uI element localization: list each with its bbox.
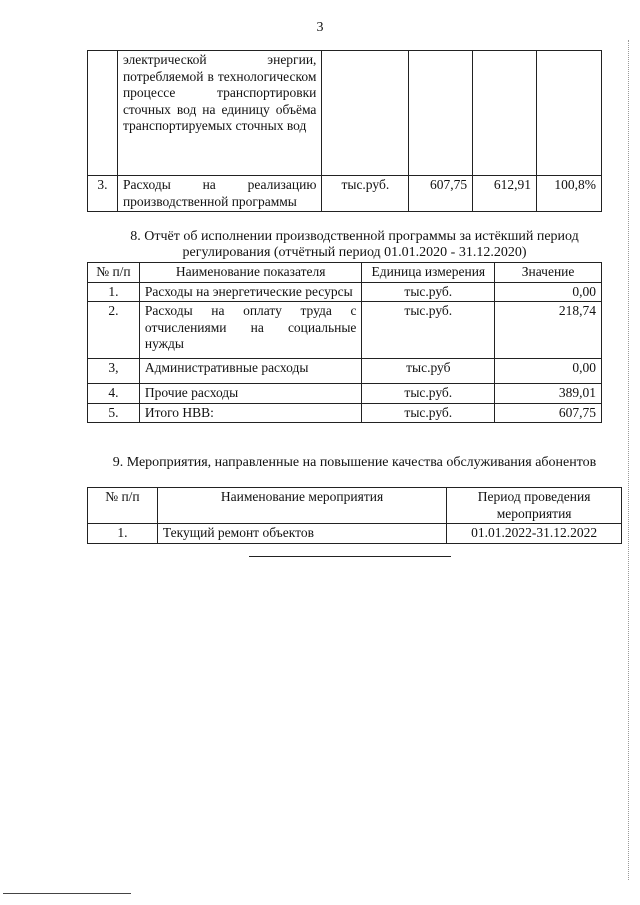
- footer-line: [3, 893, 131, 894]
- indicator-unit: [322, 51, 409, 176]
- indicator-name: электрической энергии, потребляемой в технологическом процессе транспортировки сточных вод на единицу объёма транспортируемых сточных вод: [117, 51, 321, 176]
- section-9-title: 9. Мероприятия, направленные на повышение качества обслуживания абонентов: [112, 455, 597, 470]
- indicator-unit: тыс.руб: [362, 359, 495, 384]
- row-number: 2.: [88, 302, 140, 359]
- indicator-value: 0,00: [495, 282, 602, 302]
- indicator-unit: тыс.руб.: [322, 176, 409, 212]
- measure-period: 01.01.2022-31.12.2022: [447, 524, 622, 544]
- header-number: № п/п: [88, 488, 158, 524]
- table-row: [88, 524, 622, 544]
- indicator-value-2: [473, 51, 537, 176]
- table-row: [88, 51, 602, 176]
- indicator-unit: тыс.руб.: [362, 302, 495, 359]
- row-number: 1.: [88, 524, 158, 544]
- end-of-document-line: [249, 556, 451, 557]
- indicator-value-1: [409, 51, 473, 176]
- service-quality-measures-table: [87, 487, 622, 544]
- header-period: Период проведения мероприятия: [447, 488, 622, 524]
- header-indicator-name: Наименование показателя: [139, 263, 362, 283]
- table-row: [88, 176, 602, 212]
- header-unit: Единица измерения: [362, 263, 495, 283]
- indicator-unit: тыс.руб.: [362, 403, 495, 423]
- header-measure-name: Наименование мероприятия: [157, 488, 446, 524]
- indicator-value: 389,01: [495, 384, 602, 404]
- indicator-name: Расходы на оплату труда с отчислениями на социальные нужды: [139, 302, 362, 359]
- indicator-value-2: 612,91: [473, 176, 537, 212]
- indicator-name: Административные расходы: [139, 359, 362, 384]
- indicator-unit: тыс.руб.: [362, 282, 495, 302]
- page-number: 3: [316, 20, 324, 35]
- row-number: 3.: [88, 176, 118, 212]
- table-header-row: [88, 263, 602, 283]
- row-number: 3,: [88, 359, 140, 384]
- row-number: 1.: [88, 282, 140, 302]
- section-8-title: 8. Отчёт об исполнении производственной программы за истёкший период регулирования (отчётный период 01.01.2020 - 31.12.2020): [130, 229, 579, 260]
- measure-name: Текущий ремонт объектов: [157, 524, 446, 544]
- indicator-unit: тыс.руб.: [362, 384, 495, 404]
- indicator-value: 607,75: [495, 403, 602, 423]
- margin-dotted-line: [628, 40, 629, 880]
- header-number: № п/п: [88, 263, 140, 283]
- table-row: [88, 403, 602, 423]
- row-number: 4.: [88, 384, 140, 404]
- indicator-value: 218,74: [495, 302, 602, 359]
- table-row: [88, 359, 602, 384]
- indicator-name: Прочие расходы: [139, 384, 362, 404]
- program-report-table: [87, 262, 602, 423]
- indicator-name: Расходы на энергетические ресурсы: [139, 282, 362, 302]
- indicator-value-3: 100,8%: [537, 176, 602, 212]
- indicator-value-3: [537, 51, 602, 176]
- table-row: [88, 302, 602, 359]
- table-row: [88, 384, 602, 404]
- indicator-name: Итого НВВ:: [139, 403, 362, 423]
- indicator-name: Расходы на реализацию производственной программы: [117, 176, 321, 212]
- table-header-row: [88, 488, 622, 524]
- row-number: 5.: [88, 403, 140, 423]
- table-row: [88, 282, 602, 302]
- header-value: Значение: [495, 263, 602, 283]
- row-number: [88, 51, 118, 176]
- indicator-value-1: 607,75: [409, 176, 473, 212]
- program-indicators-table-continued: [87, 50, 602, 212]
- indicator-value: 0,00: [495, 359, 602, 384]
